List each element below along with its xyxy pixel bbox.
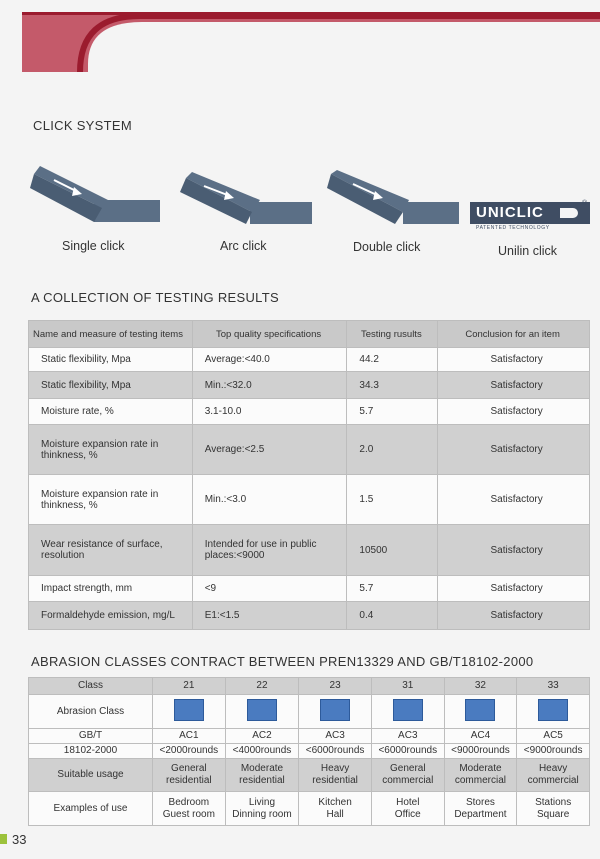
residential-21-icon [174,699,204,721]
row-result: 1.5 [347,475,438,525]
table-row [29,759,590,792]
table-row [29,348,590,372]
usage-cell [225,759,299,792]
abrasion-cell [444,695,517,729]
std-label: 18102-2000 [29,744,153,759]
usage-line: residential [312,775,358,786]
table-row [29,602,590,630]
usage-line: General [171,763,207,774]
table-header-row [29,321,590,348]
table-row [29,678,590,695]
residential-22-icon [247,699,277,721]
class-value: 23 [299,678,372,695]
example-line: Hall [326,808,344,820]
usage-line: Moderate [459,763,502,774]
row-result: 44.2 [347,348,438,372]
table-row [29,729,590,744]
row-conclusion: Satisfactory [438,475,590,525]
click-system-title: CLICK SYSTEM [33,118,132,133]
usage-cell [517,759,590,792]
usage-line: commercial [527,775,579,786]
row-result: 2.0 [347,425,438,475]
rounds-value: <4000rounds [225,744,299,759]
table-row [29,744,590,759]
example-line: Department [454,808,507,820]
row-result: 0.4 [347,602,438,630]
usage-line: residential [166,775,212,786]
row-spec: E1:<1.5 [192,602,347,630]
usage-line: residential [239,775,285,786]
example-line: Living [248,796,276,808]
row-result: 5.7 [347,576,438,602]
example-line: Square [537,808,570,820]
row-name: Static flexibility, Mpa [29,348,193,372]
usage-line: Heavy [320,763,350,774]
abrasion-cell [517,695,590,729]
header-result: Testing rusults [347,321,438,348]
row-conclusion: Satisfactory [438,399,590,425]
row-result: 34.3 [347,372,438,399]
uniclic-brand: UNICLIC [476,204,544,221]
usage-line: General [389,763,426,774]
table-row [29,576,590,602]
row-spec: Min.:<32.0 [192,372,347,399]
class-value: 22 [225,678,299,695]
example-cell [153,792,226,826]
uniclic-tagline: PATENTED TECHNOLOGY [476,225,550,231]
class-value: 21 [153,678,226,695]
rounds-value: <2000rounds [153,744,226,759]
row-name: Moisture expansion rate in thinkness, % [29,425,193,475]
page-marker [0,834,7,844]
abrasion-cell [225,695,299,729]
example-line: Bedroom [168,796,210,808]
example-cell [371,792,444,826]
rounds-value: <9000rounds [444,744,517,759]
usage-cell [371,759,444,792]
row-conclusion: Satisfactory [438,602,590,630]
abrasion-cell [371,695,444,729]
gbt-value: AC3 [371,729,444,744]
row-name: Wear resistance of surface, resolution [29,525,193,576]
class-value: 33 [517,678,590,695]
rounds-value: <6000rounds [371,744,444,759]
gbt-value: AC2 [225,729,299,744]
row-spec: Intended for use in public places:<9000 [192,525,347,576]
usage-line: commercial [382,775,434,786]
single-click-label: Single click [62,239,125,253]
usage-cell [299,759,372,792]
unilin-click-label: Unilin click [498,244,558,258]
row-spec: 3.1-10.0 [192,399,347,425]
double-click-label: Double click [353,240,421,254]
example-line: Stores [465,796,495,808]
page-number: 33 [12,832,27,847]
gbt-value: AC1 [153,729,226,744]
example-line: Stations [535,796,572,808]
gbt-value: AC5 [517,729,590,744]
commercial-33-icon [538,699,568,721]
testing-results-title: A COLLECTION OF TESTING RESULTS [31,290,279,305]
gbt-value: AC4 [444,729,517,744]
uniclic-mark-icon [560,208,578,218]
table-row [29,425,590,475]
table-row [29,399,590,425]
rounds-value: <6000rounds [299,744,372,759]
abrasion-title: ABRASION CLASSES CONTRACT BETWEEN PREN13329 AND GB/T18102-2000 [31,654,534,669]
gbt-value: AC3 [299,729,372,744]
row-conclusion: Satisfactory [438,425,590,475]
uniclic-logo [470,202,590,234]
table-row [29,372,590,399]
residential-23-icon [320,699,350,721]
row-name: Formaldehyde emission, mg/L [29,602,193,630]
double-click-diagram [327,170,459,226]
header-decoration [22,12,600,72]
examples-label: Examples of use [29,792,153,826]
header-name: Name and measure of testing items [29,321,193,348]
example-line: Hotel [396,796,420,808]
row-conclusion: Satisfactory [438,372,590,399]
row-spec: Average:<2.5 [192,425,347,475]
row-result: 5.7 [347,399,438,425]
abrasion-table [28,677,590,826]
row-conclusion: Satisfactory [438,576,590,602]
usage-label: Suitable usage [29,759,153,792]
table-row [29,695,590,729]
example-cell [299,792,372,826]
table-row [29,475,590,525]
single-click-diagram [30,166,162,226]
row-spec: <9 [192,576,347,602]
header-spec: Top quality specifications [192,321,347,348]
example-line: Dinning room [232,808,292,820]
table-row [29,525,590,576]
row-conclusion: Satisfactory [438,525,590,576]
row-name: Moisture rate, % [29,399,193,425]
arc-click-diagram [180,172,312,228]
example-cell [225,792,299,826]
uniclic-registered: ® [582,200,588,207]
usage-cell [153,759,226,792]
gbt-label: GB/T [29,729,153,744]
usage-line: Heavy [538,763,568,774]
commercial-32-icon [465,699,495,721]
class-value: 31 [371,678,444,695]
row-name: Impact strength, mm [29,576,193,602]
example-line: Office [394,808,421,820]
arc-click-label: Arc click [220,239,267,253]
row-name: Static flexibility, Mpa [29,372,193,399]
commercial-31-icon [393,699,423,721]
testing-results-table [28,320,590,630]
row-spec: Min.:<3.0 [192,475,347,525]
example-cell [444,792,517,826]
abrasion-class-label: Abrasion Class [29,695,153,729]
table-row [29,792,590,826]
class-label: Class [29,678,153,695]
usage-line: Moderate [240,763,284,774]
rounds-value: <9000rounds [517,744,590,759]
row-result: 10500 [347,525,438,576]
row-name: Moisture expansion rate in thinkness, % [29,475,193,525]
example-cell [517,792,590,826]
usage-line: commercial [454,775,506,786]
example-line: Kitchen [318,796,352,808]
abrasion-cell [153,695,226,729]
row-spec: Average:<40.0 [192,348,347,372]
row-conclusion: Satisfactory [438,348,590,372]
usage-cell [444,759,517,792]
abrasion-cell [299,695,372,729]
class-value: 32 [444,678,517,695]
header-conclusion: Conclusion for an item [438,321,590,348]
example-line: Guest room [162,808,215,820]
